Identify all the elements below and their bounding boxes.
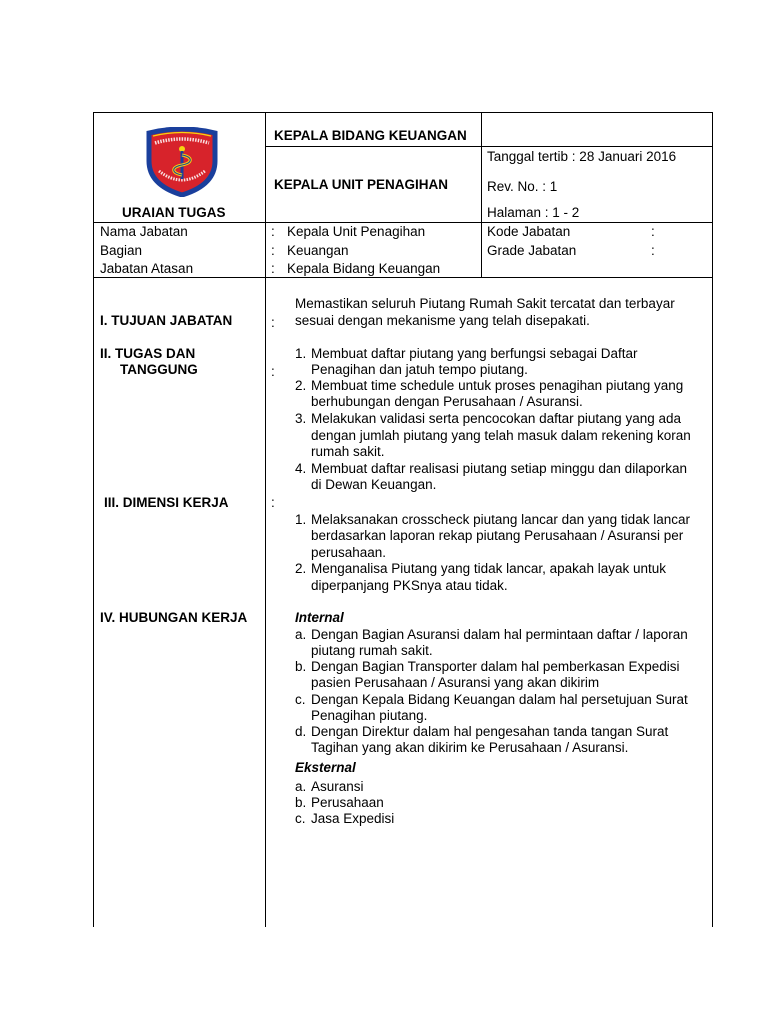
list-item-letter: a.	[295, 627, 307, 642]
list-item-number: 2.	[295, 561, 307, 576]
section-tugas-title: II. TUGAS DAN	[100, 346, 196, 361]
list-item-text: pasien Perusahaan / Asuransi yang akan dikirim	[311, 675, 600, 690]
label-grade-jabatan: Grade Jabatan	[487, 243, 577, 258]
list-item-number: 4.	[295, 461, 307, 476]
colon: :	[271, 261, 275, 276]
list-item-text: dengan jumlah piutang yang telah masuk dalam rekening koran	[311, 428, 691, 443]
label-bagian: Bagian	[100, 243, 143, 258]
colon: :	[271, 243, 275, 258]
list-item-text: Dengan Bagian Asuransi dalam hal permintaan daftar / laporan	[311, 627, 688, 642]
list-item-text: Dengan Kepala Bidang Keuangan dalam hal persetujuan Surat	[311, 692, 688, 707]
halaman: Halaman : 1 - 2	[487, 205, 580, 220]
header-col-divider	[481, 112, 482, 277]
internal-heading: Internal	[295, 610, 344, 625]
list-item-number: 3.	[295, 411, 307, 426]
section-tujuan-title: I. TUJUAN JABATAN	[100, 313, 233, 328]
list-item-letter: c.	[295, 811, 306, 826]
colon: :	[271, 495, 275, 510]
list-item-text: perusahaan.	[311, 545, 387, 560]
colon: :	[271, 364, 275, 379]
colon: :	[651, 224, 655, 239]
list-item-text: Perusahaan	[311, 795, 384, 810]
rev-no: Rev. No. : 1	[487, 179, 558, 194]
list-item-text: piutang rumah sakit.	[311, 643, 433, 658]
list-item-number: 1.	[295, 512, 307, 527]
colon: :	[651, 243, 655, 258]
value-nama-jabatan: Kepala Unit Penagihan	[287, 224, 426, 239]
table-top-border	[93, 112, 712, 113]
value-jabatan-atasan: Kepala Bidang Keuangan	[287, 261, 441, 276]
eksternal-heading: Eksternal	[295, 760, 356, 775]
colon: :	[271, 224, 275, 239]
row-divider-title	[265, 146, 712, 147]
label-nama-jabatan: Nama Jabatan	[100, 224, 188, 239]
section-tugas-title-cont: TANGGUNG	[120, 362, 198, 377]
list-item-letter: a.	[295, 779, 307, 794]
list-item-text: diperpanjang PKSnya atau tidak.	[311, 578, 508, 593]
hospital-shield-logo	[145, 127, 219, 197]
list-item-text: Membuat daftar realisasi piutang setiap minggu dan dilaporkan	[311, 461, 687, 476]
tujuan-text-line2: sesuai dengan mekanisme yang telah disepakati.	[295, 313, 590, 328]
list-item-text: Melaksanakan crosscheck piutang lancar dan yang tidak lancar	[311, 512, 690, 527]
label-kode-jabatan: Kode Jabatan	[487, 224, 571, 239]
list-item-text: Asuransi	[311, 779, 364, 794]
list-item-letter: b.	[295, 659, 307, 674]
title-kepala-bidang: KEPALA BIDANG KEUANGAN	[274, 128, 467, 143]
table-mid-border	[265, 112, 266, 927]
list-item-letter: b.	[295, 795, 307, 810]
list-item-text: Penagihan piutang.	[311, 708, 428, 723]
section-dimensi-title: III. DIMENSI KERJA	[104, 495, 229, 510]
list-item-text: berdasarkan laporan rekap piutang Perusahaan / Asuransi per	[311, 528, 684, 543]
tanggal-tertib: Tanggal tertib : 28 Januari 2016	[487, 149, 677, 164]
list-item-text: Melakukan validasi serta pencocokan daftar piutang yang ada	[311, 411, 681, 426]
list-item-text: rumah sakit.	[311, 444, 385, 459]
list-item-number: 2.	[295, 378, 307, 393]
list-item-number: 1.	[295, 346, 307, 361]
list-item-text: Membuat daftar piutang yang berfungsi sebagai Daftar	[311, 346, 638, 361]
list-item-text: Dengan Direktur dalam hal pengesahan tanda tangan Surat	[311, 724, 669, 739]
title-kepala-unit: KEPALA UNIT PENAGIHAN	[274, 177, 449, 192]
label-jabatan-atasan: Jabatan Atasan	[100, 261, 194, 276]
list-item-text: Penagihan dan jatuh tempo piutang.	[311, 362, 528, 377]
row-divider-header	[93, 222, 712, 223]
list-item-text: Membuat time schedule untuk proses penagihan piutang yang	[311, 378, 684, 393]
section-hubungan-title: IV. HUBUNGAN KERJA	[100, 610, 248, 625]
list-item-letter: c.	[295, 692, 306, 707]
list-item-letter: d.	[295, 724, 307, 739]
value-bagian: Keuangan	[287, 243, 349, 258]
tujuan-text-line1: Memastikan seluruh Piutang Rumah Sakit tercatat dan terbayar	[295, 296, 675, 311]
colon: :	[271, 315, 275, 330]
list-item-text: Dengan Bagian Transporter dalam hal pemberkasan Expedisi	[311, 659, 680, 674]
list-item-text: Jasa Expedisi	[311, 811, 395, 826]
uraian-tugas-heading: URAIAN TUGAS	[122, 205, 226, 220]
list-item-text: berhubungan dengan Perusahaan / Asuransi.	[311, 394, 583, 409]
list-item-text: Tagihan yang akan dikirim ke Perusahaan / Asuransi.	[311, 740, 629, 755]
list-item-text: di Dewan Keuangan.	[311, 477, 437, 492]
table-right-border	[712, 112, 713, 927]
table-left-border	[93, 112, 94, 927]
list-item-text: Menganalisa Piutang yang tidak lancar, apakah layak untuk	[311, 561, 666, 576]
